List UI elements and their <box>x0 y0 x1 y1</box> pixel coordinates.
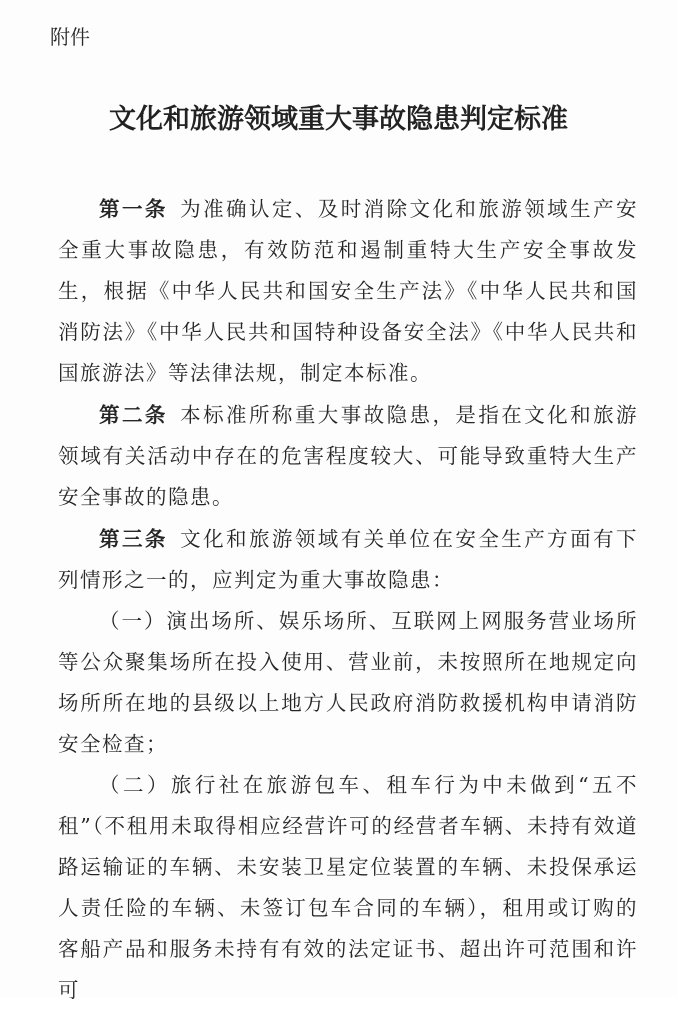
article-heading: 第一条 <box>99 197 168 221</box>
article-text: 本标准所称重大事故隐患，是指在文化和旅游领域有关活动中存在的危害程度较大、可能导致重特大生产安全事故的隐患。 <box>58 403 639 509</box>
article-text: 文化和旅游领域有关单位在安全生产方面有下列情形之一的，应判定为重大事故隐患： <box>58 527 639 592</box>
document-body <box>58 189 638 1011</box>
item-paragraph: （二）旅行社在旅游包车、租车行为中未做到“五不租”（不租用未取得相应经营许可的经营者车辆、未持有效道路运输证的车辆、未安装卫星定位装置的车辆、未投保承运人责任险的车辆、未签订包车合同的车辆），租用或订购的客船产品和服务未持有有效的法定证书、超出许可范围和许可 <box>58 773 638 1002</box>
article-heading: 第二条 <box>99 403 168 427</box>
attachment-label: 附件 <box>50 25 90 49</box>
item-paragraph: （一）演出场所、娱乐场所、互联网上网服务营业场所等公众聚集场所在投入使用、营业前，未按照所在地规定向场所所在地的县级以上地方人民政府消防救援机构申请消防安全检查； <box>58 609 638 756</box>
document-title: 文化和旅游领域重大事故隐患判定标准 <box>109 104 568 135</box>
article-paragraph <box>58 395 638 518</box>
article-paragraph <box>58 519 638 601</box>
article-text: 为准确认定、及时消除文化和旅游领域生产安全重大事故隐患，有效防范和遏制重特大生产安全事故发生，根据《中华人民共和国安全生产法》《中华人民共和国消防法》《中华人民共和国特种设备安全法》《中华人民共和国旅游法》等法律法规，制定本标准。 <box>58 197 639 385</box>
article-paragraph <box>58 189 638 394</box>
article-heading: 第三条 <box>99 527 168 551</box>
